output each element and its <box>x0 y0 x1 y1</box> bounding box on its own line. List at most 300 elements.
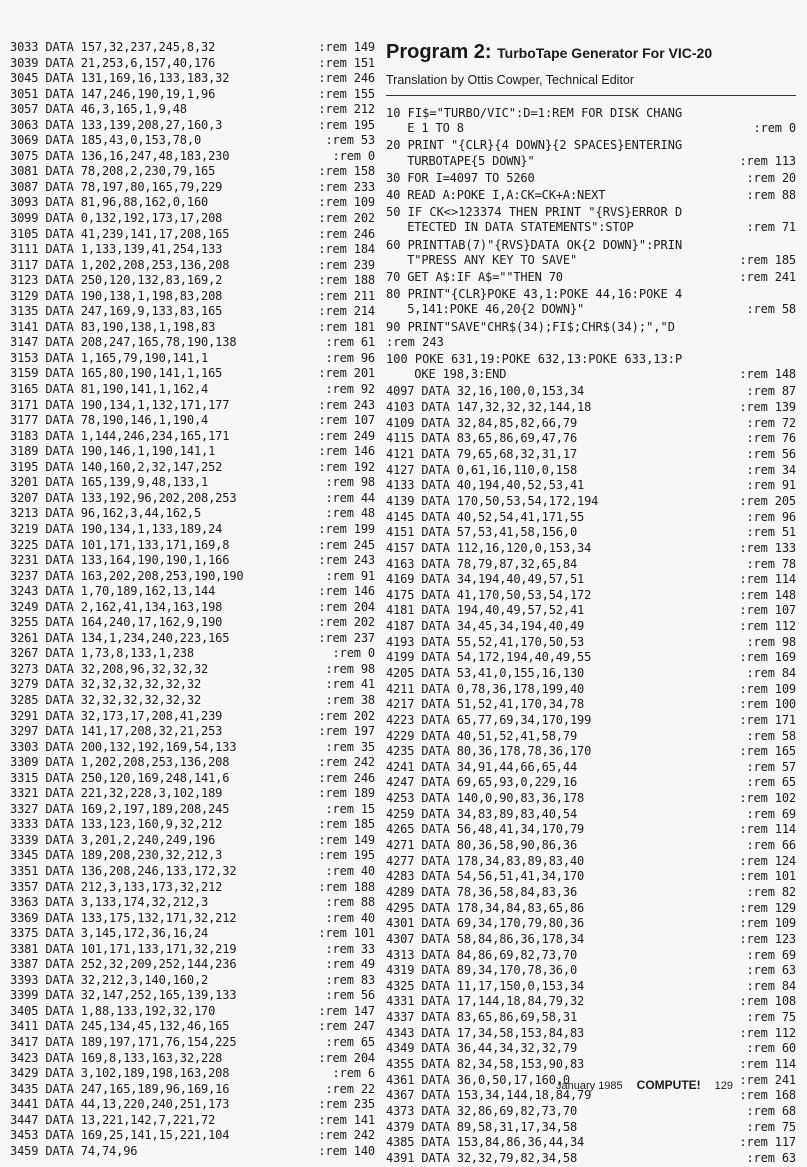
data-line <box>386 588 796 604</box>
data-line-code: 4139 DATA 170,50,53,54,172,194 <box>386 493 599 508</box>
data-line-checksum: :rem 72 <box>746 415 796 430</box>
data-line <box>10 755 375 771</box>
data-line <box>10 506 375 522</box>
data-line-checksum: :rem 129 <box>739 900 796 915</box>
basic-line-text-2: T"PRESS ANY KEY TO SAVE" <box>386 252 578 267</box>
basic-line-continuation <box>386 121 796 136</box>
data-line-checksum: :rem 197 <box>318 724 375 739</box>
basic-line-checksum: :rem 0 <box>753 121 796 136</box>
data-line <box>386 729 796 745</box>
basic-line-text: 80 PRINT"{CLR}POKE 43,1:POKE 44,16:POKE 4 <box>386 287 683 302</box>
data-line-code: 4367 DATA 153,34,144,18,84,79 <box>386 1088 592 1103</box>
data-line <box>10 351 375 367</box>
basic-line-continuation <box>386 367 796 382</box>
data-line-code: 4301 DATA 69,34,170,79,80,36 <box>386 916 585 931</box>
basic-line <box>386 270 796 285</box>
data-line-checksum: :rem 139 <box>739 400 796 415</box>
data-line-code: 4253 DATA 140,0,90,83,36,178 <box>386 791 585 806</box>
data-line-checksum: :rem 38 <box>325 692 375 707</box>
basic-line-text: 50 IF CK<>123374 THEN PRINT "{RVS}ERROR D <box>386 205 683 220</box>
data-line <box>10 289 375 305</box>
data-line <box>386 744 796 760</box>
data-line-code: 3147 DATA 208,247,165,78,190,138 <box>10 335 237 350</box>
data-line-code: 4109 DATA 32,84,85,82,66,79 <box>386 415 578 430</box>
data-line <box>386 1135 796 1151</box>
data-line <box>10 553 375 569</box>
data-line <box>386 932 796 948</box>
data-line <box>10 87 375 103</box>
data-line-checksum: :rem 233 <box>318 179 375 194</box>
data-line <box>10 895 375 911</box>
data-line-code: 3237 DATA 163,202,208,253,190,190 <box>10 568 244 583</box>
data-line <box>10 973 375 989</box>
data-line-code: 3231 DATA 133,164,190,190,1,166 <box>10 553 230 568</box>
data-line-code: 4229 DATA 40,51,52,41,58,79 <box>386 728 578 743</box>
data-line <box>386 666 796 682</box>
data-line-checksum: :rem 211 <box>318 288 375 303</box>
basic-line-checksum: :rem 148 <box>739 367 796 382</box>
data-line-checksum: :rem 108 <box>739 994 796 1009</box>
data-line-code: 3069 DATA 185,43,0,153,78,0 <box>10 133 202 148</box>
data-line-code: 4181 DATA 194,40,49,57,52,41 <box>386 603 585 618</box>
data-line-checksum: :rem 155 <box>318 86 375 101</box>
data-line-checksum: :rem 235 <box>318 1097 375 1112</box>
data-line-code: 3219 DATA 190,134,1,133,189,24 <box>10 521 223 536</box>
data-line-code: 4361 DATA 36,0,50,17,160,0 <box>386 1072 570 1087</box>
basic-statement <box>386 205 796 235</box>
data-line <box>386 838 796 854</box>
data-line-checksum: :rem 84 <box>746 978 796 993</box>
basic-line-text: 40 READ A:POKE I,A:CK=CK+A:NEXT <box>386 188 606 203</box>
data-line-code: 4121 DATA 79,65,68,32,31,17 <box>386 447 578 462</box>
data-line-checksum: :rem 0 <box>332 646 375 661</box>
program-title <box>386 40 796 65</box>
data-line <box>10 817 375 833</box>
data-line-checksum: :rem 201 <box>318 366 375 381</box>
data-line-code: 4175 DATA 41,170,50,53,54,172 <box>386 587 592 602</box>
data-line <box>10 242 375 258</box>
data-line <box>10 1066 375 1082</box>
program-subtitle: TurboTape Generator For VIC-20 <box>497 45 713 61</box>
data-line-checksum: :rem 140 <box>318 1143 375 1158</box>
data-line <box>386 431 796 447</box>
data-line-checksum: :rem 88 <box>325 895 375 910</box>
basic-line-text: 70 GET A$:IF A$=""THEN 70 <box>386 270 563 285</box>
data-line-code: 3303 DATA 200,132,192,169,54,133 <box>10 739 237 754</box>
data-line-checksum: :rem 148 <box>739 587 796 602</box>
data-line-code: 3099 DATA 0,132,192,173,17,208 <box>10 211 223 226</box>
data-line-checksum: :rem 146 <box>318 444 375 459</box>
data-line-checksum: :rem 98 <box>325 661 375 676</box>
data-line-checksum: :rem 158 <box>318 164 375 179</box>
basic-line-checksum: :rem 58 <box>746 302 796 317</box>
data-line <box>10 56 375 72</box>
data-line <box>10 802 375 818</box>
data-line-code: 3291 DATA 32,173,17,208,41,239 <box>10 708 223 723</box>
basic-line-text: 60 PRINTTAB(7)"{RVS}DATA OK{2 DOWN}":PRIN <box>386 237 683 252</box>
data-line <box>386 948 796 964</box>
data-line <box>386 869 796 885</box>
data-line-checksum: :rem 41 <box>325 677 375 692</box>
data-line <box>10 1051 375 1067</box>
data-line-code: 3153 DATA 1,165,79,190,141,1 <box>10 350 209 365</box>
data-line <box>386 463 796 479</box>
data-line <box>10 615 375 631</box>
basic-line-continuation <box>386 220 796 235</box>
data-line-code: 3033 DATA 157,32,237,245,8,32 <box>10 40 216 54</box>
data-line <box>10 366 375 382</box>
basic-line-text-2: TURBOTAPE{5 DOWN}" <box>386 153 535 168</box>
data-line-code: 3195 DATA 140,160,2,32,147,252 <box>10 459 223 474</box>
data-line-checksum: :rem 165 <box>739 744 796 759</box>
program-credit: Translation by Ottis Cowper, Technical Editor <box>386 73 635 87</box>
data-line-checksum: :rem 114 <box>739 1057 796 1071</box>
data-line-code: 3243 DATA 1,70,189,162,13,144 <box>10 584 216 599</box>
data-line-code: 4115 DATA 83,65,86,69,47,76 <box>386 431 578 446</box>
data-line <box>10 195 375 211</box>
data-line-code: 3165 DATA 81,190,141,1,162,4 <box>10 382 209 397</box>
data-line-code: 4157 DATA 112,16,120,0,153,34 <box>386 540 592 555</box>
data-line-checksum: :rem 65 <box>325 1035 375 1049</box>
data-line <box>386 1010 796 1026</box>
data-line-code: 3321 DATA 221,32,228,3,102,189 <box>10 786 223 801</box>
data-line <box>10 444 375 460</box>
basic-line-checksum: :rem 185 <box>739 252 796 267</box>
data-line <box>386 619 796 635</box>
data-line <box>10 320 375 336</box>
data-line-checksum: :rem 199 <box>318 521 375 536</box>
data-line <box>386 1057 796 1073</box>
data-line-code: 4355 DATA 82,34,58,153,90,83 <box>386 1057 585 1071</box>
data-line-checksum: :rem 61 <box>325 335 375 350</box>
data-line <box>386 807 796 823</box>
data-line <box>10 538 375 554</box>
data-line <box>386 791 796 807</box>
data-line-code: 3417 DATA 189,197,171,76,154,225 <box>10 1035 237 1049</box>
data-line-code: 4283 DATA 54,56,51,41,34,170 <box>386 869 585 884</box>
data-line-code: 3297 DATA 141,17,208,32,21,253 <box>10 724 223 739</box>
data-line-checksum: :rem 181 <box>318 319 375 334</box>
data-line-checksum: :rem 63 <box>746 963 796 978</box>
data-line-code: 4349 DATA 36,44,34,32,32,79 <box>386 1041 578 1056</box>
data-line-checksum: :rem 195 <box>318 848 375 863</box>
data-line-code: 3081 DATA 78,208,2,230,79,165 <box>10 164 216 179</box>
data-line <box>386 400 796 416</box>
data-line-checksum: :rem 133 <box>739 540 796 555</box>
data-line-checksum: :rem 205 <box>739 493 796 508</box>
data-line-code: 4307 DATA 58,84,86,36,178,34 <box>386 931 585 946</box>
data-line-code: 4325 DATA 11,17,150,0,153,34 <box>386 978 585 993</box>
data-line <box>10 677 375 693</box>
data-line-checksum: :rem 202 <box>318 708 375 723</box>
data-line <box>10 926 375 942</box>
data-line <box>10 398 375 414</box>
data-line <box>10 304 375 320</box>
data-line-checksum: :rem 168 <box>739 1088 796 1103</box>
data-line-checksum: :rem 243 <box>318 553 375 568</box>
data-line-checksum: :rem 239 <box>318 257 375 272</box>
basic-line-checksum: :rem 113 <box>739 153 796 168</box>
data-line-code: 3051 DATA 147,246,190,19,1,96 <box>10 86 216 101</box>
data-line-checksum: :rem 117 <box>739 1135 796 1150</box>
data-line-checksum: :rem 98 <box>746 634 796 649</box>
data-line-code: 4199 DATA 54,172,194,40,49,55 <box>386 650 592 665</box>
data-line-code: 3207 DATA 133,192,96,202,208,253 <box>10 490 237 505</box>
data-line-code: 3309 DATA 1,202,208,253,136,208 <box>10 755 230 770</box>
data-line-checksum: :rem 245 <box>318 537 375 552</box>
data-line-checksum: :rem 242 <box>318 755 375 770</box>
data-line-code: 3441 DATA 44,13,220,240,251,173 <box>10 1097 230 1112</box>
data-line-checksum: :rem 15 <box>325 801 375 816</box>
data-line-code: 3075 DATA 136,16,247,48,183,230 <box>10 148 230 163</box>
data-line-checksum: :rem 124 <box>739 853 796 868</box>
data-line-code: 3123 DATA 250,120,132,83,169,2 <box>10 273 223 288</box>
data-line <box>10 491 375 507</box>
basic-line-text: 90 PRINT"SAVE"CHR$(34);FI$;CHR$(34);","D <box>386 319 675 334</box>
data-line <box>10 227 375 243</box>
data-line <box>386 697 796 713</box>
data-line-code: 4265 DATA 56,48,41,34,170,79 <box>386 822 585 837</box>
data-line-code: 3447 DATA 13,221,142,7,221,72 <box>10 1112 216 1127</box>
data-line-checksum: :rem 114 <box>739 822 796 837</box>
data-line-checksum: :rem 151 <box>318 55 375 70</box>
data-line-code: 3381 DATA 101,171,133,171,32,219 <box>10 941 237 956</box>
data-line-code: 3453 DATA 169,25,141,15,221,104 <box>10 1128 230 1143</box>
basic-line-checksum: :rem 241 <box>739 270 796 285</box>
data-line <box>10 460 375 476</box>
data-line-checksum: :rem 69 <box>746 947 796 962</box>
data-line-code: 3135 DATA 247,169,9,133,83,165 <box>10 304 223 319</box>
basic-line <box>386 188 796 203</box>
basic-line-text-2: ETECTED IN DATA STATEMENTS":STOP <box>386 220 634 235</box>
data-line <box>386 1120 796 1136</box>
data-line-code: 3087 DATA 78,197,80,165,79,229 <box>10 179 223 194</box>
data-line <box>10 880 375 896</box>
data-line-checksum: :rem 100 <box>739 697 796 712</box>
basic-line <box>386 171 796 186</box>
data-line-code: 3045 DATA 131,169,16,133,183,32 <box>10 71 230 86</box>
basic-statement <box>386 270 796 285</box>
data-line <box>10 118 375 134</box>
data-line-code: 3411 DATA 245,134,45,132,46,165 <box>10 1019 230 1034</box>
data-line <box>10 1004 375 1020</box>
data-line-checksum: :rem 184 <box>318 242 375 257</box>
data-line-code: 3363 DATA 3,133,174,32,212,3 <box>10 895 209 910</box>
data-line-checksum: :rem 96 <box>746 509 796 524</box>
data-line <box>386 541 796 557</box>
data-line-checksum: :rem 242 <box>318 1128 375 1143</box>
data-line <box>10 180 375 196</box>
data-line-checksum: :rem 171 <box>739 712 796 727</box>
data-line-checksum: :rem 185 <box>318 817 375 832</box>
data-line <box>10 1128 375 1144</box>
data-line <box>386 384 796 400</box>
data-line-checksum: :rem 63 <box>746 1150 796 1165</box>
data-line-checksum: :rem 101 <box>739 869 796 884</box>
basic-statement <box>386 287 796 317</box>
data-line-checksum: :rem 109 <box>739 681 796 696</box>
data-line <box>10 164 375 180</box>
data-line <box>386 494 796 510</box>
data-line <box>386 916 796 932</box>
data-line <box>386 979 796 995</box>
data-line <box>10 382 375 398</box>
data-line-code: 4193 DATA 55,52,41,170,50,53 <box>386 634 585 649</box>
data-line-checksum: :rem 69 <box>746 806 796 821</box>
data-line-code: 4151 DATA 57,53,41,58,156,0 <box>386 525 578 540</box>
data-line-code: 4241 DATA 34,91,44,66,65,44 <box>386 759 578 774</box>
data-line <box>10 740 375 756</box>
footer-date: January 1985 <box>556 1080 623 1092</box>
data-line-checksum: :rem 92 <box>325 382 375 397</box>
data-line <box>386 603 796 619</box>
footer-magazine: COMPUTE! <box>636 1078 701 1092</box>
data-line-checksum: :rem 202 <box>318 211 375 226</box>
data-line-checksum: :rem 56 <box>325 988 375 1003</box>
data-line <box>386 1104 796 1120</box>
data-line-code: 4097 DATA 32,16,100,0,153,34 <box>386 384 585 399</box>
data-line-checksum: :rem 91 <box>325 568 375 583</box>
data-line-code: 3129 DATA 190,138,1,198,83,208 <box>10 288 223 303</box>
data-line <box>386 572 796 588</box>
data-line-checksum: :rem 112 <box>739 619 796 634</box>
basic-listing <box>386 106 796 382</box>
basic-line-continuation <box>386 253 796 268</box>
program-number: Program 2: <box>386 41 492 63</box>
data-line-code: 4373 DATA 32,86,69,82,73,70 <box>386 1103 578 1118</box>
data-line <box>10 273 375 289</box>
data-line-checksum: :rem 75 <box>746 1010 796 1025</box>
data-line <box>386 854 796 870</box>
basic-line-text: 100 POKE 631,19:POKE 632,13:POKE 633,13:P <box>386 352 683 367</box>
data-line-checksum: :rem 189 <box>318 786 375 801</box>
data-line-code: 4247 DATA 69,65,93,0,229,16 <box>386 775 578 790</box>
data-line <box>10 600 375 616</box>
basic-line-text-2: E 1 TO 8 <box>386 121 464 136</box>
data-line-code: 3057 DATA 46,3,165,1,9,48 <box>10 102 187 117</box>
basic-statement <box>386 352 796 382</box>
data-line <box>386 510 796 526</box>
data-line-checksum: :rem 112 <box>739 1025 796 1040</box>
data-line-checksum: :rem 195 <box>318 117 375 132</box>
data-line-code: 4133 DATA 40,194,40,52,53,41 <box>386 478 585 493</box>
basic-statement <box>386 188 796 203</box>
data-line <box>10 71 375 87</box>
data-line-code: 3171 DATA 190,134,1,132,171,177 <box>10 397 230 412</box>
data-line-code: 4235 DATA 80,36,178,78,36,170 <box>386 744 592 759</box>
basic-line-checksum: :rem 71 <box>746 220 796 235</box>
data-line-code: 4217 DATA 51,52,41,170,34,78 <box>386 697 585 712</box>
basic-line-checksum: :rem 88 <box>746 188 796 203</box>
data-line <box>10 133 375 149</box>
data-line <box>10 942 375 958</box>
data-line <box>10 786 375 802</box>
data-line <box>10 848 375 864</box>
data-line <box>10 413 375 429</box>
data-line <box>10 957 375 973</box>
data-line <box>10 211 375 227</box>
data-line-checksum: :rem 58 <box>746 728 796 743</box>
data-line-checksum: :rem 53 <box>325 133 375 148</box>
data-line-code: 4259 DATA 34,83,89,83,40,54 <box>386 806 578 821</box>
data-line-checksum: :rem 40 <box>325 863 375 878</box>
basic-line-text-2: 5,141:POKE 46,20{2 DOWN}" <box>386 302 585 317</box>
data-line-checksum: :rem 146 <box>318 584 375 599</box>
data-line-code: 4223 DATA 65,77,69,34,170,199 <box>386 712 592 727</box>
data-line-checksum: :rem 192 <box>318 459 375 474</box>
data-line-checksum: :rem 107 <box>739 603 796 618</box>
data-line-code: 3039 DATA 21,253,6,157,40,176 <box>10 55 216 70</box>
data-line <box>10 149 375 165</box>
data-line-checksum: :rem 249 <box>318 428 375 443</box>
data-line-code: 3405 DATA 1,88,133,192,32,170 <box>10 1003 216 1018</box>
data-line-checksum: :rem 247 <box>318 1019 375 1034</box>
data-line-checksum: :rem 75 <box>746 1119 796 1134</box>
data-line-code: 3357 DATA 212,3,133,173,32,212 <box>10 879 223 894</box>
data-line <box>386 650 796 666</box>
data-line <box>10 724 375 740</box>
data-line-checksum: :rem 40 <box>325 910 375 925</box>
data-line-checksum: :rem 57 <box>746 759 796 774</box>
data-line-checksum: :rem 82 <box>746 884 796 899</box>
data-line-code: 4313 DATA 84,86,69,82,73,70 <box>386 947 578 962</box>
data-line-code: 4103 DATA 147,32,32,32,144,18 <box>386 400 592 415</box>
data-line-checksum: :rem 101 <box>318 926 375 941</box>
data-line-checksum: :rem 22 <box>325 1081 375 1096</box>
data-line-code: 3267 DATA 1,73,8,133,1,238 <box>10 646 194 661</box>
data-line-checksum: :rem 48 <box>325 506 375 521</box>
data-line-checksum: :rem 34 <box>746 462 796 477</box>
data-line-checksum: :rem 66 <box>746 838 796 853</box>
basic-statement <box>386 238 796 268</box>
data-line-code: 3177 DATA 78,190,146,1,190,4 <box>10 413 209 428</box>
data-line-code: 4211 DATA 0,78,36,178,199,40 <box>386 681 585 696</box>
basic-line-checksum-row <box>386 335 796 350</box>
data-line-checksum: :rem 237 <box>318 630 375 645</box>
basic-line-text: 10 FI$="TURBO/VIC":D=1:REM FOR DISK CHANG <box>386 106 683 120</box>
data-line <box>386 713 796 729</box>
data-line <box>386 1151 796 1167</box>
data-line-checksum: :rem 33 <box>325 941 375 956</box>
data-line <box>386 525 796 541</box>
data-line-checksum: :rem 149 <box>318 40 375 54</box>
data-line-code: 3105 DATA 41,239,141,17,208,165 <box>10 226 230 241</box>
data-line-code: 4343 DATA 17,34,58,153,84,83 <box>386 1025 585 1040</box>
data-line-checksum: :rem 204 <box>318 599 375 614</box>
data-line <box>10 864 375 880</box>
data-line-checksum: :rem 87 <box>746 384 796 399</box>
data-line-code: 4271 DATA 80,36,58,90,86,36 <box>386 838 578 853</box>
data-line-checksum: :rem 141 <box>318 1112 375 1127</box>
data-line <box>386 901 796 917</box>
basic-line-text-2: OKE 198,3:END <box>386 367 507 382</box>
data-line <box>386 635 796 651</box>
data-line-checksum: :rem 44 <box>325 490 375 505</box>
data-line-code: 4145 DATA 40,52,54,41,171,55 <box>386 509 585 524</box>
data-line <box>10 335 375 351</box>
basic-statement <box>386 106 796 136</box>
basic-line-text: 30 FOR I=4097 TO 5260 <box>386 170 535 185</box>
data-line <box>10 258 375 274</box>
left-listing <box>10 40 375 1159</box>
data-line-checksum: :rem 147 <box>318 1003 375 1018</box>
data-line-checksum: :rem 169 <box>739 650 796 665</box>
data-line-code: 3375 DATA 3,145,172,36,16,24 <box>10 926 209 941</box>
data-line-code: 3159 DATA 165,80,190,141,1,165 <box>10 366 223 381</box>
data-line-code: 4319 DATA 89,34,170,78,36,0 <box>386 963 578 978</box>
data-line-code: 3285 DATA 32,32,32,32,32,32 <box>10 692 202 707</box>
data-line-code: 4187 DATA 34,45,34,194,40,49 <box>386 619 585 634</box>
